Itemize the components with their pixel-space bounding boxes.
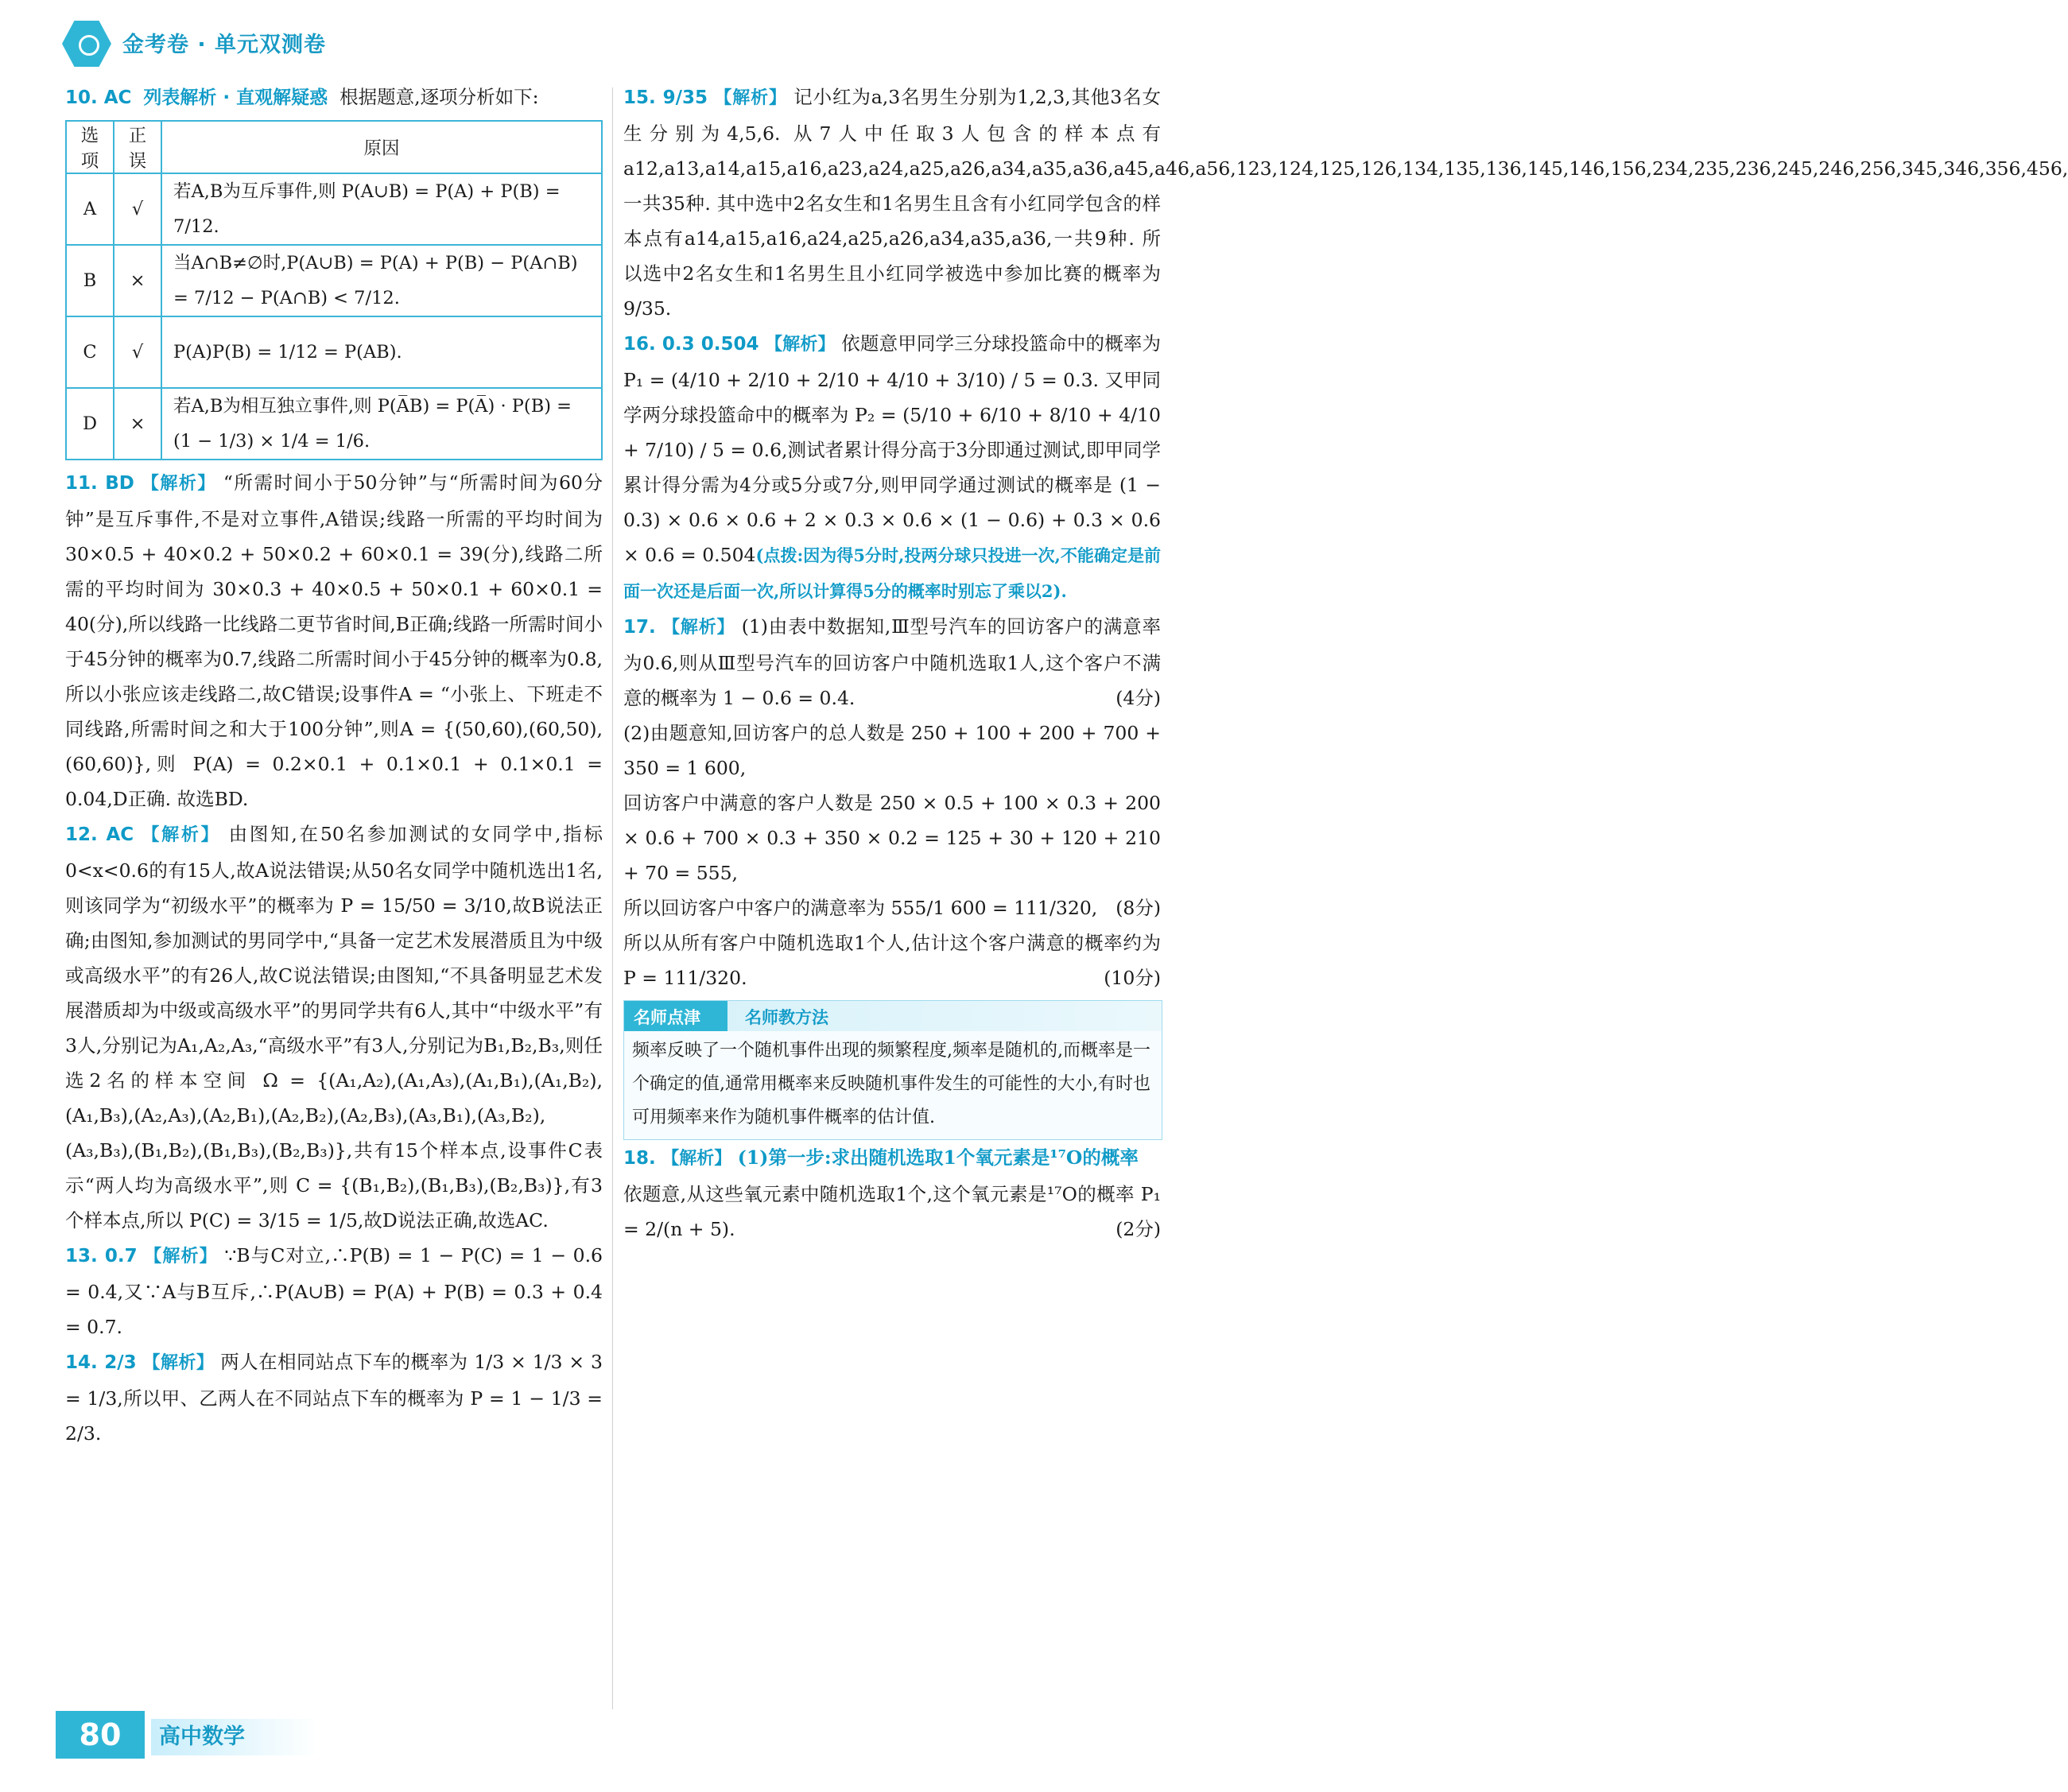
q11-number: 11. BD: [65, 473, 134, 494]
q12-tag: 【解析】: [142, 825, 221, 845]
q11: [65, 465, 603, 816]
q18-step: (1)第一步:求出随机选取1个氧元素是¹⁷O的概率: [737, 1146, 1139, 1169]
q14-tag: 【解析】: [142, 1353, 215, 1373]
q11-text: “所需时间小于50分钟”与“所需时间为60分钟”是互斥事件,不是对立事件,A错误;线路一所需的平均时间为 30×0.5 + 40×0.2 + 50×0.2 + 60×0.1 = 39(分),线路二所需的平均时间为 30×0.3 + 40×0.5 + 50×0.1 + 60×0.1 = 40(分),所以线路一比线路二更节省时间,B正确;线路一所需时间小于45分钟的概率为0.7,线路二所需时间小于45分钟的概率为0.8,所以小张应该走线路二,故C错误;设事件A = “小张上、下班走不同线路,所需时间之和大于100分钟”,则A = {(50,60),(60,50),(60,60)},则 P(A) = 0.2×0.1 + 0.1×0.1 + 0.1×0.1 = 0.04,D正确. 故选BD.: [65, 471, 603, 810]
tip-box-header: [624, 1001, 1162, 1031]
page-header: [56, 16, 501, 73]
q14: [65, 1344, 603, 1451]
q12-text: 由图知,在50名参加测试的女同学中,指标0<x<0.6的有15人,故A说法错误;从50名女同学中随机选出1名,则该同学为“初级水平”的概率为 P = 15/50 = 3/10,故B说法正确;由图知,参加测试的男同学中,“具备一定艺术发展潜质且为中级或高级水平”的有26人,故C说法错误;由图知,“不具备明显艺术发展潜质却为中级或高级水平”的男同学共有6人,其中“中级水平”有3人,分别记为A₁,A₂,A₃,“高级水平”有3人,分别记为B₁,B₂,B₃,则任选2名的样本空间 Ω = {(A₁,A₂),(A₁,A₃),(A₁,B₁),(A₁,B₂),(A₁,B₃),(A₂,A₃),(A₂,B₁),(A₂,B₂),(A₂,B₃),(A₃,B₁),(A₃,B₂),(A₃,B₃),(B₁,B₂),(B₁,B₃),(B₂,B₃)},共有15个样本点,设事件C表示“两人均为高级水平”,则 C = {(B₁,B₂),(B₁,B₃),(B₂,B₃)},有3个样本点,所以 P(C) = 3/15 = 1/5,故D说法正确,故选AC.: [65, 823, 603, 1232]
q12: [65, 816, 603, 1238]
logo-icon: [62, 21, 111, 67]
q17-part5: [623, 925, 1161, 995]
left-column: [65, 80, 603, 1451]
q13-tag: 【解析】: [144, 1247, 218, 1266]
q17-tag: 【解析】: [662, 618, 735, 638]
q17-line2: (2)由题意知,回访客户的总人数是 250 + 100 + 200 + 700 + 350 = 1 600,: [623, 722, 1161, 779]
q18-score: (2分): [1115, 1218, 1161, 1240]
q18-head: [623, 1140, 1161, 1177]
q13-text: ∵B与C对立,∴P(B) = 1 − P(C) = 1 − 0.6 = 0.4,又∵A与B互斥,∴P(A∪B) = P(A) + P(B) = 0.3 + 0.4 = 0.7.: [65, 1244, 603, 1338]
table-cell-mark: ×: [114, 245, 161, 316]
table-header: 正误: [114, 121, 161, 173]
table-row: [66, 316, 602, 388]
table-cell-reason: 若A,B为相互独立事件,则 P(A̅B) = P(A̅) · P(B) = (1 − 1/3) × 1/4 = 1/6.: [161, 388, 602, 460]
table-cell-option: A: [66, 173, 114, 245]
table-row: [66, 245, 602, 316]
q16-number: 16. 0.3 0.504: [623, 334, 759, 355]
table-cell-mark: ×: [114, 388, 161, 460]
q15-tag: 【解析】: [714, 88, 787, 108]
q15-number: 15. 9/35: [623, 87, 708, 108]
table-header-row: [66, 121, 602, 173]
table-cell-option: B: [66, 245, 114, 316]
table-cell-option: D: [66, 388, 114, 460]
column-divider: [612, 87, 613, 1709]
table-cell-mark: √: [114, 173, 161, 245]
q15-text: 记小红为a,3名男生分别为1,2,3,其他3名女生分别为4,5,6. 从7人中任取3人包含的样本点有a12,a13,a14,a15,a16,a23,a24,a25,a26,a34,a35,a36,a45,a46,a56,123,124,125,126,134,135,136,145,146,156,234,235,236,245,246,256,345,346,356,456,一共35种. 其中选中2名女生和1名男生且含有小红同学包含的样本点有a14,a15,a16,a24,a25,a26,a34,a35,a36,一共9种. 所以选中2名女生和1名男生且小红同学被选中参加比赛的概率为 9/35.: [623, 86, 2068, 320]
q17-score1: (4分): [1115, 687, 1161, 709]
right-column: [623, 80, 2068, 1247]
q10-tag: 列表解析 · 直观解疑惑: [143, 87, 328, 108]
q17-line4: 所以回访客户中客户的满意率为 555/1 600 = 111/320,: [623, 897, 1098, 919]
table-row: [66, 388, 602, 460]
q12-number: 12. AC: [65, 824, 134, 845]
q10-intro: [65, 80, 603, 115]
q17-number: 17.: [623, 617, 656, 638]
q17-part1: [623, 609, 1161, 716]
page-footer: [56, 1711, 310, 1759]
q10-intro-text: 根据题意,逐项分析如下:: [339, 86, 539, 108]
q16-note: (点拨:因为得5分时,投两分球只投进一次,不能确定是前面一次还是后面一次,所以计算得5分的概率时别忘了乘以2).: [623, 545, 1161, 601]
table-cell-reason: 若A,B为互斥事件,则 P(A∪B) = P(A) + P(B) = 7/12.: [161, 173, 602, 245]
table-cell-mark: √: [114, 316, 161, 388]
table-header: 选项: [66, 121, 114, 173]
tip-box-title: 名师点津: [634, 1008, 700, 1027]
q11-tag: 【解析】: [141, 474, 216, 494]
tip-box: [623, 1000, 1162, 1140]
q17-score4: (8分): [1115, 897, 1161, 919]
q14-text: 两人在相同站点下车的概率为 1/3 × 1/3 × 3 = 1/3,所以甲、乙两人在不同站点下车的概率为 P = 1 − 1/3 = 2/3.: [65, 1351, 603, 1445]
q17-line5: 所以从所有客户中随机选取1个人,估计这个客户满意的概率约为 P = 111/320.: [623, 932, 1161, 989]
q16: [623, 326, 1161, 609]
subject-label: 高中数学: [151, 1719, 318, 1755]
q18-tag: 【解析】: [662, 1149, 732, 1169]
q10-number: 10. AC: [65, 87, 132, 108]
q17-line1: (1)由表中数据知,Ⅲ型号汽车的回访客户的满意率为0.6,则从Ⅲ型号汽车的回访客户中随机选取1人,这个客户不满意的概率为 1 − 0.6 = 0.4.: [623, 615, 1161, 709]
table-cell-reason: 当A∩B≠∅时,P(A∪B) = P(A) + P(B) − P(A∩B) = 7/12 − P(A∩B) < 7/12.: [161, 245, 602, 316]
q17-line3: 回访客户中满意的客户人数是 250 × 0.5 + 100 × 0.3 + 200 × 0.6 + 700 × 0.3 + 350 × 0.2 = 125 + 30 + 120 + 210 + 70 = 555,: [623, 792, 1161, 884]
table-cell-reason: P(A)P(B) = 1/12 = P(AB).: [161, 316, 602, 388]
q17-score5: (10分): [1104, 967, 1161, 989]
q16-tag: 【解析】: [765, 335, 836, 355]
q10-table: [65, 120, 603, 460]
q17-part4: [623, 890, 1161, 925]
q13-number: 13. 0.7: [65, 1246, 138, 1266]
table-cell-option: C: [66, 316, 114, 388]
q18-text: 依题意,从这些氧元素中随机选取1个,这个氧元素是¹⁷O的概率 P₁ = 2/(n + 5).: [623, 1183, 1161, 1240]
table-header: 原因: [161, 121, 602, 173]
q13: [65, 1238, 603, 1344]
tip-box-subtitle: 名师教方法: [745, 1008, 828, 1027]
q14-number: 14. 2/3: [65, 1352, 137, 1373]
q16-text: 依题意甲同学三分球投篮命中的概率为 P₁ = (4/10 + 2/10 + 2/10 + 4/10 + 3/10) / 5 = 0.3. 又甲同学两分球投篮命中的概率为 P₂ = (5/10 + 6/10 + 8/10 + 4/10 + 7/10) / 5 = 0.6,测试者累计得分高于3分即通过测试,即甲同学累计得分需为4分或5分或7分,则甲同学通过测试的概率是 (1 − 0.3) × 0.6 × 0.6 + 2 × 0.3 × 0.6 × (1 − 0.6) + 0.3 × 0.6 × 0.6 = 0.504: [623, 332, 1161, 566]
tip-box-text: 频率反映了一个随机事件出现的频繁程度,频率是随机的,而概率是一个确定的值,通常用概率来反映随机事件发生的可能性的大小,有时也可用频率来作为随机事件概率的估计值.: [624, 1031, 1162, 1139]
q15: [623, 80, 2068, 326]
header-title: 金考卷 · 单元双测卷: [122, 33, 327, 57]
table-row: [66, 173, 602, 245]
q18-body: [623, 1177, 1161, 1247]
q18-number: 18.: [623, 1148, 656, 1169]
page-number: 80: [56, 1711, 145, 1759]
